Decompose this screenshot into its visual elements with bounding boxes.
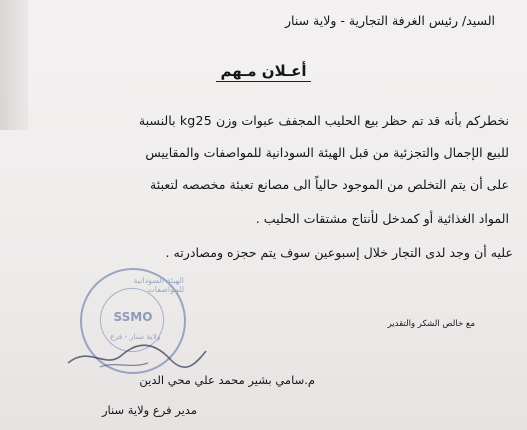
body-line-5: عليه أن وجد لدى التجار خلال إسبوعين سوف يتم حجزه ومصادرته . (165, 245, 513, 260)
announcement-title (0, 62, 527, 80)
addressee-line: السيد/ رئيس الغرفة التجارية - ولاية سنار (284, 13, 495, 28)
handwritten-signature (60, 325, 210, 375)
body-line-1: نخطركم بأنه قد تم حظر بيع الحليب المجفف عبوات وزن kg25 بالنسبة (138, 113, 509, 128)
closing-regards: مع خالص الشكر والتقدير (387, 319, 475, 329)
body-line-4: المواد الغذائية أو كمدخل لأنتاج مشتقات الحليب . (255, 211, 509, 226)
signer-title: مدير فرع ولاية سنار (101, 403, 197, 417)
stamp-branch-text: ولاية سنار - فرع (110, 332, 161, 341)
body-line-2: للبيع الإجمال والتجزئية من قبل الهيئة السودانية للمواصفات والمقاييس (145, 145, 509, 160)
body-line-3: على أن يتم التخلص من الموجود حالياً الى مصانع تعبئة مخصصه لتعبئة (150, 177, 509, 192)
signer-name: م.سامي بشير محمد علي محي الدين (139, 373, 315, 387)
announcement-title-text: أعـلان مـهم (216, 62, 310, 82)
stamp-abbreviation: SSMO (113, 310, 153, 324)
stamp-ring-text: الهيئة السودانية للمواصفات (133, 276, 184, 294)
